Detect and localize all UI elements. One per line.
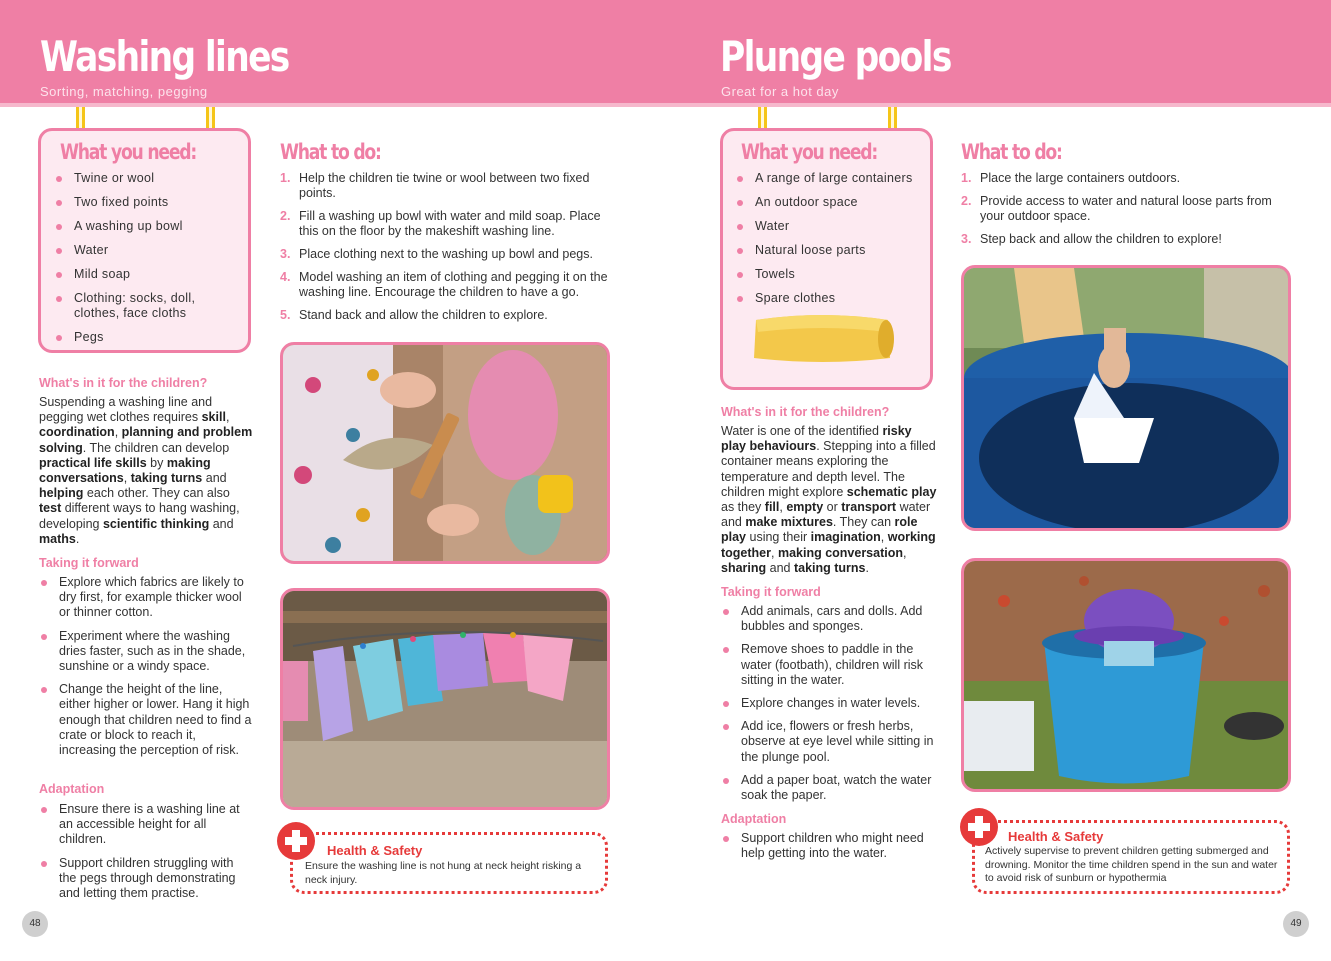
step-number: 5. xyxy=(280,308,291,322)
health-safety-title-right: Health & Safety xyxy=(1008,829,1104,844)
bold-phrase: planning and problem solving xyxy=(39,425,253,455)
text-run: , xyxy=(771,545,778,560)
text-run: . xyxy=(865,560,869,575)
list-item: Water xyxy=(735,219,925,234)
step-text: Place clothing next to the washing up bowl and pegs. xyxy=(299,247,593,261)
bold-phrase: risky play behaviours xyxy=(721,424,912,454)
bold-phrase: making conversations xyxy=(39,455,211,486)
page-subtitle-left: Sorting, matching, pegging xyxy=(40,84,208,99)
adaptation-list-right xyxy=(721,831,936,869)
forward-list-left xyxy=(39,575,254,766)
steps-list-left xyxy=(280,171,610,331)
need-list-left xyxy=(54,171,244,354)
text-run: water and xyxy=(721,500,931,530)
hanger-hook xyxy=(76,107,85,129)
text-run: and xyxy=(202,471,227,486)
bold-phrase: imagination xyxy=(810,530,881,545)
what-to-do-heading-left: What to do: xyxy=(280,140,381,164)
text-run: or xyxy=(823,500,842,515)
list-item: Support children struggling with the pegs through demonstrating and letting them practise. xyxy=(39,856,254,902)
children-paragraph-right xyxy=(721,424,939,576)
text-run: different ways to hang washing, developing xyxy=(39,501,240,531)
hanger-hook xyxy=(206,107,215,129)
bold-phrase: transport xyxy=(841,500,897,515)
bold-phrase: schematic play xyxy=(846,484,937,499)
list-item: A washing up bowl xyxy=(54,219,244,234)
step-item xyxy=(961,171,1291,186)
bold-phrase: scientific thinking xyxy=(102,516,210,531)
step-item xyxy=(280,308,610,323)
list-item: Add ice, flowers or fresh herbs, observe at eye level while sitting in the plunge pool. xyxy=(721,719,936,765)
bold-phrase: empty xyxy=(786,500,824,515)
photo-child-in-tub xyxy=(961,558,1291,792)
bold-phrase: practical life skills xyxy=(39,455,147,470)
bold-phrase: maths xyxy=(39,531,76,546)
what-to-do-heading-right: What to do: xyxy=(961,140,1062,164)
bold-phrase: helping xyxy=(39,486,84,501)
text-run: , xyxy=(779,500,787,515)
step-item xyxy=(961,232,1291,247)
step-item xyxy=(280,209,610,239)
list-item: Towels xyxy=(735,267,925,282)
text-run: . Stepping into a filled container means exploring the temperature and depth level. The children might explore xyxy=(721,439,936,499)
step-number: 1. xyxy=(961,171,972,185)
list-item: Support children who might need help getting into the water. xyxy=(721,831,936,861)
header-divider xyxy=(0,103,1331,107)
step-number: 2. xyxy=(961,194,972,208)
health-safety-text-right: Actively supervise to prevent children getting submerged and drowning. Monitor the time children spend in the sun and water to avoid risk of sunburn or hypothermia xyxy=(985,845,1278,884)
list-item: Pegs xyxy=(54,330,244,345)
step-number: 4. xyxy=(280,270,291,284)
text-run: . The children can develop xyxy=(82,440,230,455)
health-safety-text-left: Ensure the washing line is not hung at neck height risking a neck injury. xyxy=(305,860,582,886)
page-number-right: 49 xyxy=(1283,911,1309,937)
text-run: , xyxy=(903,545,907,560)
step-item xyxy=(280,270,610,300)
list-item: Natural loose parts xyxy=(735,243,925,258)
text-run: by xyxy=(146,455,167,470)
hanger-hook xyxy=(758,107,767,129)
text-run: , xyxy=(225,410,230,425)
bold-phrase: coordination xyxy=(39,425,115,440)
forward-heading-left: Taking it forward xyxy=(39,556,139,570)
list-item: Explore which fabrics are likely to dry first, for example thicker wool or thinner cotton. xyxy=(39,575,254,621)
text-run: , xyxy=(114,425,122,440)
adaptation-heading-left: Adaptation xyxy=(39,782,105,796)
bold-phrase: taking turns xyxy=(130,471,203,486)
text-run: and xyxy=(209,516,234,531)
step-text: Fill a washing up bowl with water and mild soap. Place this on the floor by the makeshift washing line. xyxy=(299,209,601,238)
list-item: Remove shoes to paddle in the water (footbath), children will risk sitting in the water. xyxy=(721,642,936,688)
list-item: A range of large containers xyxy=(735,171,925,186)
text-run: , xyxy=(880,530,888,545)
text-run: . They can xyxy=(832,515,895,530)
bold-phrase: fill xyxy=(764,500,780,515)
need-list-right xyxy=(735,171,925,315)
bold-phrase: sharing xyxy=(721,560,767,575)
adaptation-list-left xyxy=(39,802,254,909)
step-item xyxy=(280,247,610,262)
page-subtitle-right: Great for a hot day xyxy=(721,84,839,99)
list-item: Add animals, cars and dolls. Add bubbles and sponges. xyxy=(721,604,936,634)
steps-list-right xyxy=(961,171,1291,255)
step-item xyxy=(961,194,1291,224)
list-item: Clothing: socks, doll, clothes, face cloths xyxy=(54,291,244,321)
step-text: Model washing an item of clothing and pegging it on the washing line. Encourage the children to have a go. xyxy=(299,270,608,299)
health-safety-title-left: Health & Safety xyxy=(327,843,423,858)
text-run: each other. They can also xyxy=(83,486,230,501)
list-item: Mild soap xyxy=(54,267,244,282)
adaptation-heading-right: Adaptation xyxy=(721,812,787,826)
list-item: Water xyxy=(54,243,244,258)
what-you-need-heading-left: What you need: xyxy=(60,140,197,164)
page-title-left: Washing lines xyxy=(40,32,289,81)
list-item: Twine or wool xyxy=(54,171,244,186)
forward-heading-right: Taking it forward xyxy=(721,585,821,599)
forward-list-right xyxy=(721,604,936,811)
first-aid-cross-icon xyxy=(960,808,998,846)
list-item: Experiment where the washing dries faster, such as in the shade, sunshine or a windy space. xyxy=(39,629,254,675)
list-item: Explore changes in water levels. xyxy=(721,696,936,711)
step-number: 2. xyxy=(280,209,291,223)
children-heading-right: What's in it for the children? xyxy=(721,405,890,419)
first-aid-cross-icon xyxy=(277,822,315,860)
children-heading-left: What's in it for the children? xyxy=(39,376,208,390)
list-item: An outdoor space xyxy=(735,195,925,210)
text-run: as they xyxy=(721,500,765,515)
step-text: Provide access to water and natural loose parts from your outdoor space. xyxy=(980,194,1272,223)
text-run: Water is one of the identified xyxy=(721,424,883,438)
text-run: Suspending a washing line and pegging wet clothes requires xyxy=(39,395,213,425)
step-text: Place the large containers outdoors. xyxy=(980,171,1181,185)
text-run: . xyxy=(75,531,80,546)
step-item xyxy=(280,171,610,201)
text-run: and xyxy=(766,560,794,575)
page-number-left: 48 xyxy=(22,911,48,937)
hanger-hook xyxy=(888,107,897,129)
step-number: 3. xyxy=(280,247,291,261)
bold-phrase: test xyxy=(39,501,62,516)
step-text: Help the children tie twine or wool between two fixed points. xyxy=(299,171,590,200)
bold-phrase: making conversation xyxy=(777,545,903,560)
list-item: Change the height of the line, either higher or lower. Hang it high enough that children need to find a crate or block to reach it, increasing the perception of risk. xyxy=(39,682,254,758)
bold-phrase: make mixtures xyxy=(745,515,833,530)
what-you-need-heading-right: What you need: xyxy=(741,140,878,164)
bold-phrase: role play xyxy=(721,515,918,545)
photo-washing-line xyxy=(280,588,610,810)
list-item: Spare clothes xyxy=(735,291,925,306)
bold-phrase: working together xyxy=(721,530,936,560)
page-title-right: Plunge pools xyxy=(720,32,951,81)
step-number: 3. xyxy=(961,232,972,246)
list-item: Two fixed points xyxy=(54,195,244,210)
photo-paper-boat xyxy=(961,265,1291,531)
text-run: , xyxy=(123,471,131,486)
step-number: 1. xyxy=(280,171,291,185)
children-paragraph-left xyxy=(39,395,254,547)
list-item: Ensure there is a washing line at an accessible height for all children. xyxy=(39,802,254,848)
step-text: Stand back and allow the children to explore. xyxy=(299,308,548,322)
text-run: using their xyxy=(746,530,811,545)
towel-image xyxy=(748,310,898,366)
bold-phrase: taking turns xyxy=(793,560,866,575)
list-item: Add a paper boat, watch the water soak the paper. xyxy=(721,773,936,803)
photo-child-pegging xyxy=(280,342,610,564)
bold-phrase: skill xyxy=(201,410,226,425)
step-text: Step back and allow the children to explore! xyxy=(980,232,1222,246)
